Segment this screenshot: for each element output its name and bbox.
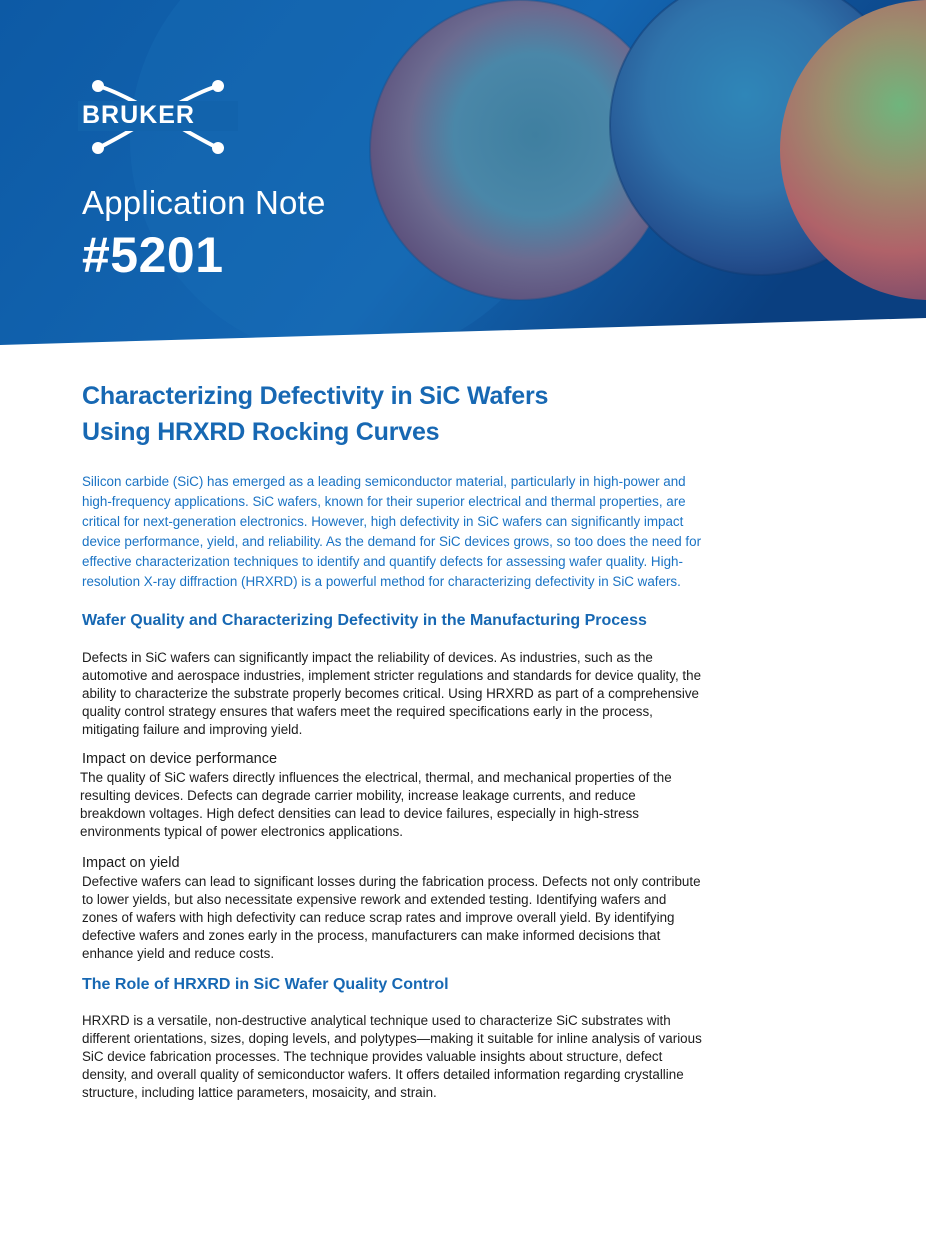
subsection-performance-body: The quality of SiC wafers directly influences the electrical, thermal, and mechanical properties of the resulting devices. Defects can degrade carrier mobility, increase leakage currents, and reduce breakdown voltages. High defect densities can lead to device failures, especially in high-stress environments typical of power electronics applications. xyxy=(80,770,672,839)
subsection-yield-heading: Impact on yield xyxy=(82,855,180,871)
section-1-body: Defects in SiC wafers can significantly impact the reliability of devices. As industries, such as the automotive and aerospace industries, implement stricter regulations and standards for device quality, the ability to characterize the substrate properly becomes critical. Using HRXRD as part of a comprehensive quality control strategy ensures that wafers meet the required specifications early in the process, mitigating failure and improving yield. xyxy=(82,650,702,737)
section-2-heading: The Role of HRXRD in SiC Wafer Quality Control xyxy=(82,976,449,993)
title-line-1: Characterizing Defectivity in SiC Wafers xyxy=(82,382,549,410)
subsection-performance-heading: Impact on device performance xyxy=(82,751,278,767)
title-line-2: Using HRXRD Rocking Curves xyxy=(82,418,440,446)
section-2-body: HRXRD is a versatile, non-destructive analytical technique used to characterize SiC substrates with different orientations, sizes, doping levels, and polytypes—making it suitable for inline analysis of various SiC device fabrication processes. The technique provides valuable insights about structure, defect density, and overall quality of semiconductor wafers. It offers detailed information regarding crystalline structure, including lattice parameters, mosaicity, and strain. xyxy=(82,1013,702,1100)
intro-paragraph: Silicon carbide (SiC) has emerged as a leading semiconductor material, particularly in high-power and high-frequency applications. SiC wafers, known for their superior electrical and thermal properties, are critical for next-generation electronics. However, high defectivity in SiC wafers can significantly impact device performance, yield, and reliability. As the demand for SiC devices grows, so too does the need for effective characterization techniques to identify and quantify defects for assessing wafer quality. High-resolution X-ray diffraction (HRXRD) is a powerful method for characterizing defectivity in SiC wafers. xyxy=(82,474,702,589)
note-number: #5201 xyxy=(82,227,224,283)
main-content xyxy=(82,378,702,1102)
header-background xyxy=(0,0,926,350)
section-1-heading: Wafer Quality and Characterizing Defectivity in the Manufacturing Process xyxy=(82,612,647,629)
brand-name: BRUKER xyxy=(82,101,195,129)
header-banner xyxy=(0,0,926,350)
subsection-yield-body: Defective wafers can lead to significant losses during the fabrication process. Defects not only contribute to lower yields, but also necessitate expensive rework and extended testing. Identifying wafers and zones of wafers with high defectivity can reduce scrap rates and improve overall yield. By identifying defective wafers and zones early in the process, manufacturers can make informed decisions that enhance yield and reduce costs. xyxy=(82,874,701,961)
application-note-label: Application Note xyxy=(82,184,326,221)
document-title xyxy=(82,378,702,450)
